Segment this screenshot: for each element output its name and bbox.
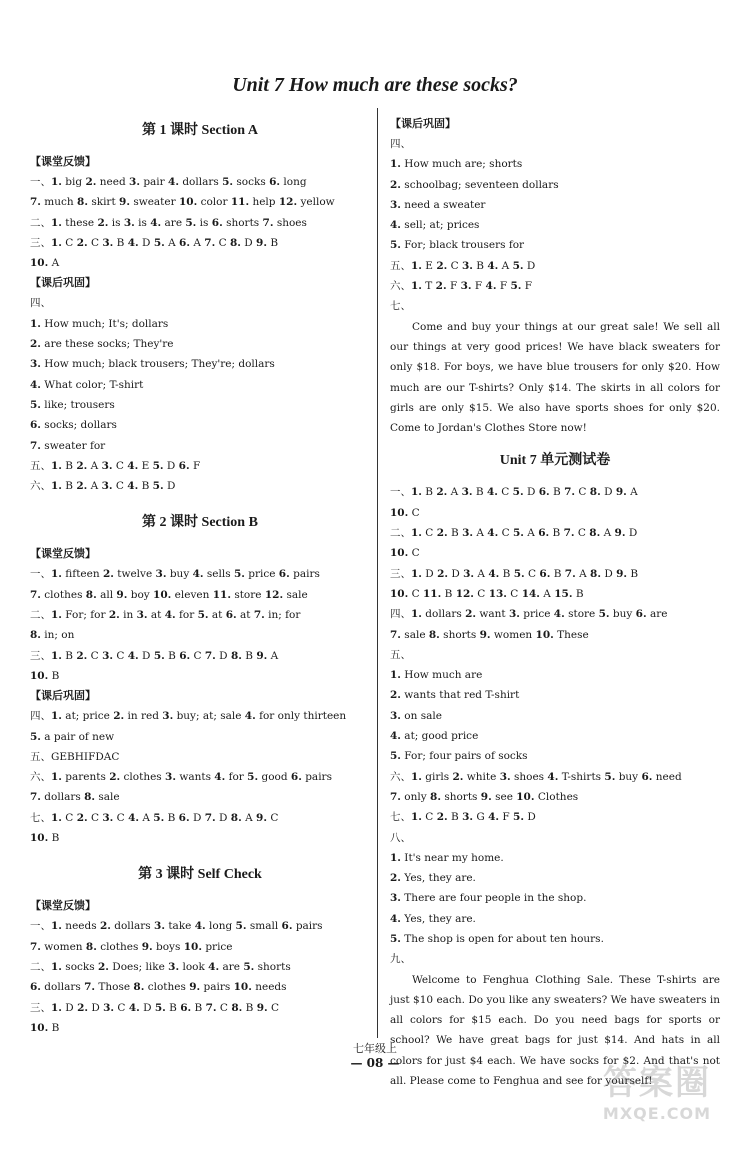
answer-line: 1. How much; It's; dollars — [30, 317, 169, 330]
passage-fenghua: Welcome to Fenghua Clothing Sale. These T-shirts are just $10 each. Do you like any sweaters? We have sweaters in all colors for $15 each. Do you need bags for sports or school? We have great bags for just $14. And hats in all colors for just $4 each. We have socks for $2. And that's not all. Please come to Fenghua and see for yourself! — [390, 973, 720, 1088]
column-divider — [377, 108, 378, 1038]
right-top-answers — [390, 134, 720, 317]
answer-line: 5. For; four pairs of socks — [390, 750, 528, 763]
answer-line: 3. on sale — [390, 709, 442, 722]
answer-line: 3. How much; black trousers; They're; dollars — [30, 358, 275, 371]
answer-line: 五、1. E 2. C 3. B 4. A 5. D — [390, 259, 536, 272]
answer-line: 三、1. B 2. C 3. C 4. D 5. B 6. C 7. D 8. B 9. A — [30, 649, 279, 662]
answer-line: 二、1. socks 2. Does; like 3. look 4. are 5. shorts — [30, 960, 291, 973]
watermark-logo — [582, 1062, 732, 1132]
answer-line: 七、1. C 2. C 3. C 4. A 5. B 6. D 7. D 8. A 9. C — [30, 811, 279, 824]
answer-line: 一、1. needs 2. dollars 3. take 4. long 5. small 6. pairs — [30, 920, 323, 933]
answer-line: 七、 — [390, 300, 411, 313]
answer-line: 4. at; good price — [390, 730, 479, 743]
answer-line: 2. wants that red T-shirt — [390, 689, 520, 702]
right-column — [390, 114, 720, 1091]
answer-line: 7. women 8. clothes 9. boys 10. price — [30, 940, 233, 953]
watermark-url: MXQE.COM — [602, 1104, 712, 1123]
answer-line: 3. There are four people in the shop. — [390, 892, 587, 905]
passage-jordans: Come and buy your things at our great sale! We sell all our things at very good prices! We have black sweaters for only $18. For boys, we have blue trousers for only $20. How much are our T-shirts? Only $14. The skirts in all colors for girls are only $15. We also have sports shoes for only $20. Come to Jordan's Clothes Store now! — [390, 320, 720, 435]
answer-line: 4. Yes, they are. — [390, 912, 476, 925]
answer-line: 5. a pair of new — [30, 730, 115, 743]
answer-line: 四、1. dollars 2. want 3. price 4. store 5. buy 6. are — [390, 608, 668, 621]
answer-line: 4. What color; T-shirt — [30, 378, 144, 391]
unit-title: Unit 7 How much are these socks? — [232, 74, 518, 96]
answer-line: 三、1. D 2. D 3. A 4. B 5. C 6. B 7. A 8. D 9. B — [390, 567, 639, 580]
answer-line: 五、 — [390, 648, 411, 661]
section-title: 第 3 课时 Self Check — [138, 867, 262, 883]
answer-line: 四、 — [30, 297, 51, 310]
answer-line: 九、 — [390, 953, 411, 966]
answer-line: 7. clothes 8. all 9. boy 10. eleven 11. store 12. sale — [30, 588, 308, 601]
answer-line: 三、1. C 2. C 3. B 4. D 5. A 6. A 7. C 8. D 9. B — [30, 236, 279, 249]
answer-line: 10. B — [30, 832, 60, 845]
answer-line: 8. in; on — [30, 629, 75, 642]
answer-line: 一、1. fifteen 2. twelve 3. buy 4. sells 5. price 6. pairs — [30, 568, 320, 581]
page-number: — 08 — — [350, 1056, 400, 1070]
answer-line: 二、1. these 2. is 3. is 4. are 5. is 6. shorts 7. shoes — [30, 216, 307, 229]
answer-line: 7. only 8. shorts 9. see 10. Clothes — [390, 790, 579, 803]
right-sub-heading: 【课后巩固】 — [390, 117, 456, 130]
answer-line: 10. B — [30, 669, 60, 682]
answer-line: 10. B — [30, 1021, 60, 1034]
sub-heading: 【课堂反馈】 — [30, 155, 96, 168]
answer-line: 七、1. C 2. B 3. G 4. F 5. D — [390, 811, 536, 824]
answer-line: 10. C 11. B 12. C 13. C 14. A 15. B — [390, 587, 584, 600]
answer-line: 二、1. C 2. B 3. A 4. C 5. A 6. B 7. C 8. A 9. D — [390, 527, 638, 540]
answer-line: 6. socks; dollars — [30, 419, 117, 432]
answer-line: 3. need a sweater — [390, 198, 486, 211]
answer-line: 10. A — [30, 257, 60, 270]
answer-line: 六、1. girls 2. white 3. shoes 4. T-shirts 5. buy 6. need — [390, 770, 682, 783]
answer-line: 五、1. B 2. A 3. C 4. E 5. D 6. F — [30, 459, 201, 472]
answer-line: 4. sell; at; prices — [390, 219, 480, 232]
answer-line: 一、1. B 2. A 3. B 4. C 5. D 6. B 7. C 8. D 9. A — [390, 486, 638, 499]
answer-line: 5. For; black trousers for — [390, 239, 525, 252]
answer-line: 10. C — [390, 547, 420, 560]
unit-test-title: Unit 7 单元测试卷 — [499, 453, 611, 469]
watermark-text: 答案圈 — [603, 1063, 711, 1103]
answer-line: 1. It's near my home. — [390, 851, 504, 864]
answer-line: 7. sweater for — [30, 439, 106, 452]
answer-line: 一、1. big 2. need 3. pair 4. dollars 5. socks 6. long — [30, 176, 307, 188]
unit-test-answers — [390, 482, 720, 969]
sub-heading: 【课堂反馈】 — [30, 547, 96, 561]
answer-line: 八、 — [390, 831, 411, 844]
answer-line: 四、 — [390, 138, 411, 150]
answer-line: 六、1. B 2. A 3. C 4. B 5. D — [30, 480, 176, 493]
answer-line: 1. How much are; shorts — [390, 158, 523, 171]
answer-line: 7. sale 8. shorts 9. women 10. These — [390, 628, 589, 641]
answer-line: 2. Yes, they are. — [390, 872, 476, 885]
answer-line: 五、GEBHIFDAC — [30, 750, 120, 763]
answer-line: 1. How much are — [390, 669, 483, 682]
left-column — [30, 114, 370, 1038]
answer-line: 2. schoolbag; seventeen dollars — [390, 178, 559, 191]
answer-line: 5. The shop is open for about ten hours. — [390, 932, 604, 945]
answer-line: 六、1. T 2. F 3. F 4. F 5. F — [390, 280, 533, 293]
answer-line: 7. dollars 8. sale — [30, 791, 120, 804]
answer-line: 2. are these socks; They're — [30, 338, 174, 351]
answer-line: 二、1. For; for 2. in 3. at 4. for 5. at 6. at 7. in; for — [30, 609, 301, 622]
footer-grade: 七年级上 — [353, 1042, 397, 1055]
answer-line: 三、1. D 2. D 3. C 4. D 5. B 6. B 7. C 8. B 9. C — [30, 1001, 280, 1014]
answer-line: 四、1. at; price 2. in red 3. buy; at; sale 4. for only thirteen — [30, 710, 347, 723]
answer-line: 10. C — [390, 506, 420, 519]
sub-heading: 【课堂反馈】 — [30, 899, 96, 913]
sub-heading: 【课后巩固】 — [30, 276, 96, 290]
sub-heading: 【课后巩固】 — [30, 689, 96, 703]
answer-line: 7. much 8. skirt 9. sweater 10. color 11. help 12. yellow — [30, 196, 335, 209]
section-title: 第 2 课时 Section B — [142, 515, 258, 531]
answer-line: 6. dollars 7. Those 8. clothes 9. pairs 10. needs — [30, 981, 287, 994]
section-title: 第 1 课时 Section A — [142, 123, 258, 138]
answer-line: 5. like; trousers — [30, 398, 115, 411]
answer-line: 六、1. parents 2. clothes 3. wants 4. for 5. good 6. pairs — [30, 771, 332, 784]
